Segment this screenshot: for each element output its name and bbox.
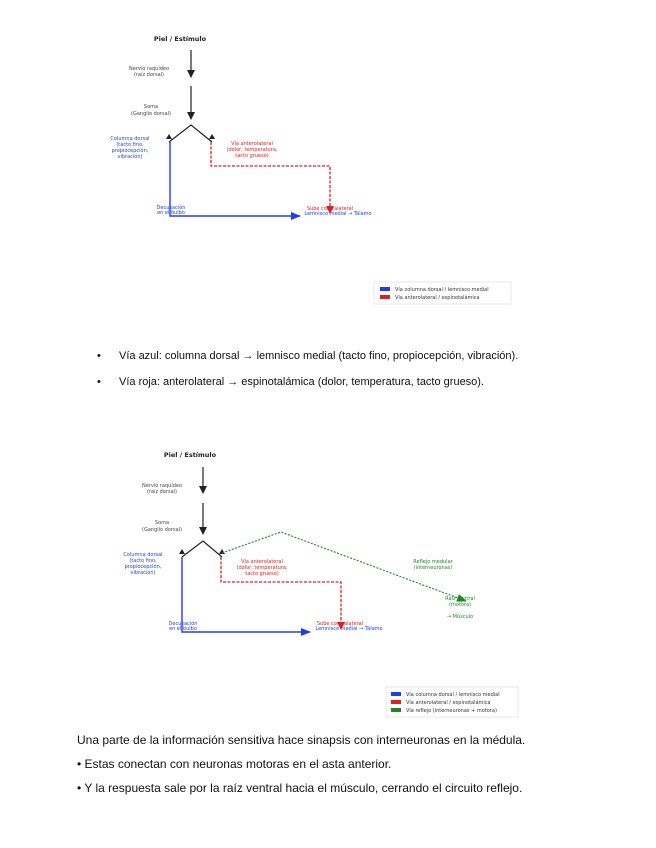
d2-dorsal-label-3: propiocepción, (124, 564, 162, 570)
d1-top-label: Piel / Estímulo (153, 35, 207, 43)
d2-decus-label-2: en el bulbo (169, 626, 197, 632)
d2-reflejo-label: Reflejo medular (413, 559, 453, 565)
d1-decus-label-2: en el bulbo (157, 210, 185, 216)
d2-antero-label: Vía anterolateral (241, 559, 283, 565)
d2-dorsal-label-4: vibración) (130, 570, 156, 576)
d2-soma-label: Soma (154, 520, 170, 526)
d2-split-left-head (179, 549, 185, 554)
d2-antero-label-3: tacto grueso) (245, 571, 279, 577)
d1-antero-label-3: tacto grueso) (235, 153, 269, 159)
d1-split-right-head (209, 134, 215, 139)
d2-soma-label-2: (Ganglio dorsal) (142, 527, 182, 533)
diagram-1 (0, 0, 656, 320)
d1-soma-label: Soma (143, 104, 159, 110)
d2-dorsal-label: Columna dorsal (123, 552, 163, 558)
d1-decus-label: Decusación (156, 205, 186, 211)
d2-sube-label: Sube contralateral (316, 621, 364, 627)
bullet-blue: • Vía azul: columna dorsal → lemnisco medial (tacto fino, propiocepción, vibración). (97, 350, 518, 362)
d1-nerve-label: Nervio raquídeo (128, 66, 170, 72)
d1-soma-label-2: (Ganglio dorsal) (131, 111, 171, 117)
diagram-2 (0, 400, 656, 730)
d1-legend-item-2: Vía anterolateral / espinotalámica (395, 295, 480, 301)
d2-top-label: Piel / Estímulo (163, 451, 217, 459)
d1-dorsal-label-3: propiocepción, (111, 148, 149, 154)
reflex-paragraph: Una parte de la información sensitiva hace sinapsis con interneuronas en la médula. (77, 733, 526, 747)
d1-dorsal-label-2: (tacto fino, (116, 142, 144, 148)
reflex-point-1: • Estas conectan con neuronas motoras en el asta anterior. (77, 757, 392, 771)
d2-legend-item-1: Vía columna dorsal / lemnisco medial (406, 692, 500, 698)
d2-reflejo-label-2: (interneuronas) (413, 565, 453, 571)
d2-decus-label: Decusación (168, 621, 198, 627)
reflex-point-2: • Y la respuesta sale por la raíz ventral hacia el músculo, cerrando el circuito reflejo. (77, 781, 523, 795)
d1-split-left-head (166, 134, 172, 139)
d1-legend (374, 282, 511, 304)
d1-antero-label: Vía anterolateral (231, 141, 273, 147)
d1-antero-label-2: (dolor, temperatura, (226, 147, 278, 153)
d1-legend-item-1: Vía columna dorsal / lemnisco medial (395, 287, 489, 293)
d2-nerve-label-2: (raíz dorsal) (147, 489, 177, 495)
d1-sube-label: Sube contralateral (306, 206, 354, 212)
pathway-bullets (97, 350, 518, 388)
d2-nerve-label: Nervio raquídeo (141, 483, 183, 489)
d2-legend (386, 687, 518, 717)
d1-lemnisco-label: Lemnisco medial → Tálamo (304, 211, 372, 217)
d2-raiz-label: Raíz ventral (445, 596, 475, 602)
d2-legend-item-3: Vía reflejo (interneuronas + motora) (406, 708, 497, 714)
d2-split (182, 541, 222, 557)
d2-lemnisco-label: Lemnisco medial → Tálamo (315, 626, 383, 632)
d2-split-right-head (219, 549, 225, 554)
d2-dorsal-label-2: (tacto fino, (129, 558, 157, 564)
d2-raiz-label-2: (motora) (449, 602, 471, 608)
d2-musculo-label: → Músculo (446, 614, 474, 620)
d1-split (169, 125, 212, 142)
d1-dorsal-label: Columna dorsal (110, 136, 150, 142)
d1-dorsal-label-4: vibración) (117, 154, 143, 160)
d1-nerve-label-2: (raíz dorsal) (134, 72, 164, 78)
d2-legend-item-2: Vía anterolateral / espinotalámica (406, 700, 491, 706)
d2-antero-label-2: (dolor, temperatura, (236, 565, 288, 571)
bullet-red: • Vía roja: anterolateral → espinotalámica (dolor, temperatura, tacto grueso). (97, 376, 518, 388)
